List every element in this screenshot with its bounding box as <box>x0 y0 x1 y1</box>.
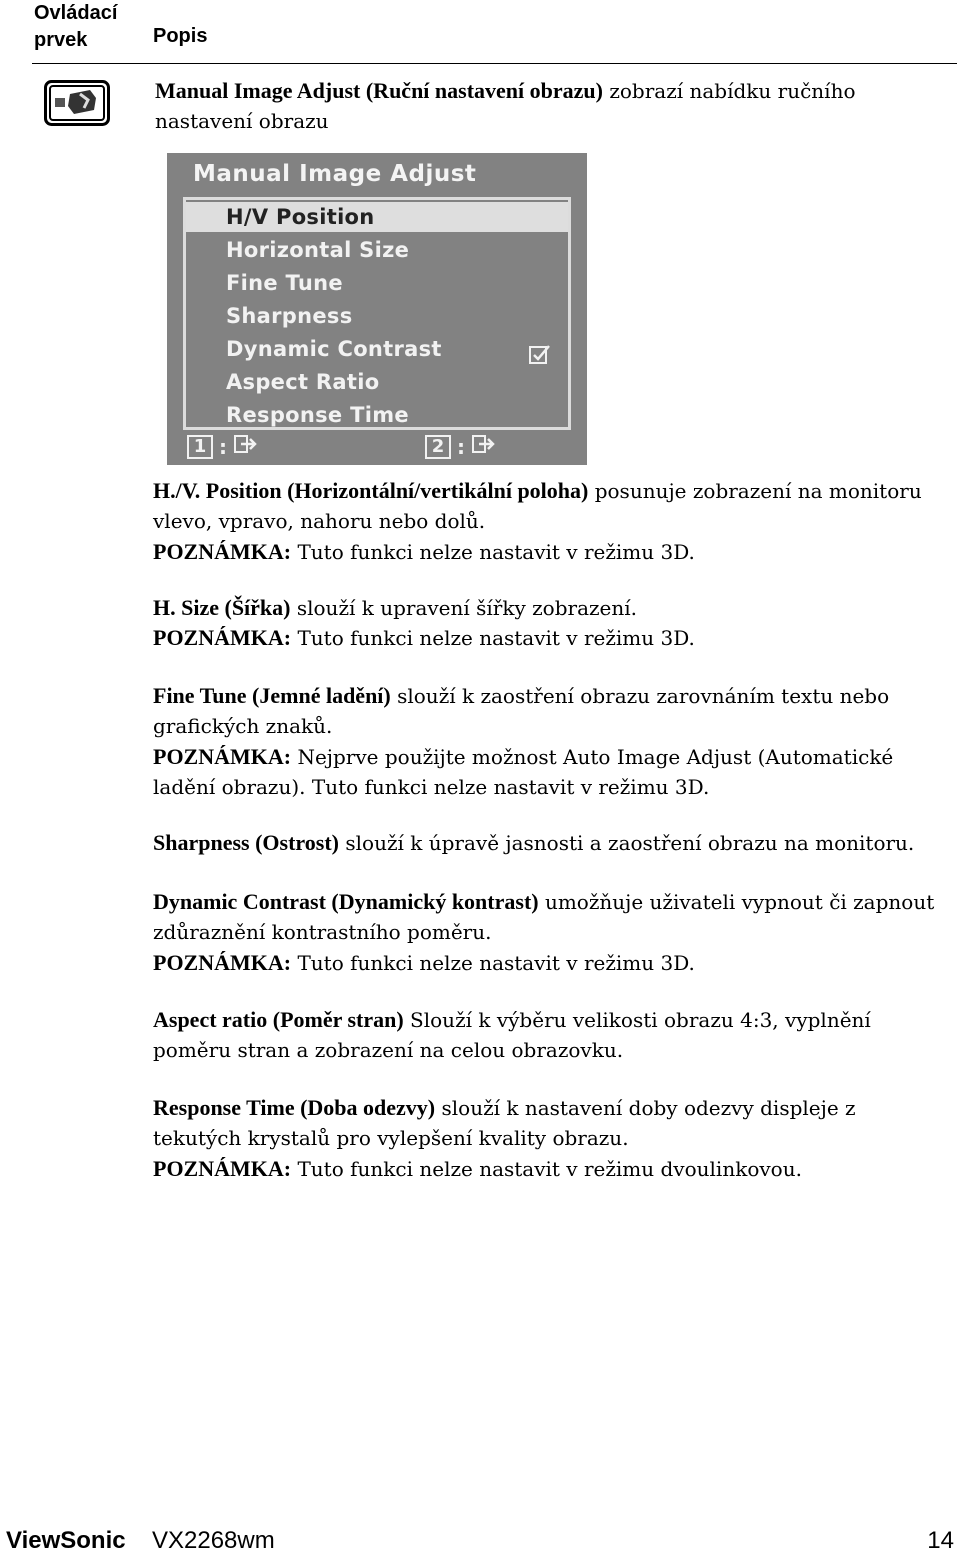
paragraph-fine-tune <box>153 681 943 802</box>
para-bold: Sharpness (Ostrost) <box>153 830 340 855</box>
osd-title: Manual Image Adjust <box>193 161 477 187</box>
note-text: Tuto funkci nelze nastavit v režimu dvoulinkovou. <box>291 1156 802 1181</box>
osd-menu-screenshot <box>167 153 587 465</box>
footer-brand: ViewSonic <box>6 1527 126 1554</box>
note-label: POZNÁMKA: <box>153 949 292 975</box>
para-text: slouží k nastavení doby odezvy displeje z tekutých krystalů pro vylepšení kvality obrazu. <box>153 1096 856 1151</box>
paragraph-h-size <box>153 593 943 654</box>
osd-item-hv-position: H/V Position <box>226 205 375 229</box>
osd-item-aspect-ratio: Aspect Ratio <box>226 370 380 394</box>
osd-item-horizontal-size: Horizontal Size <box>226 238 410 262</box>
footer-model: VX2268wm <box>152 1527 275 1554</box>
para-bold: Dynamic Contrast (Dynamický kontrast) <box>153 889 539 914</box>
intro-paragraph <box>155 76 935 136</box>
key2-label: 2 <box>425 435 451 459</box>
intro-text: zobrazí nabídku ručního nastavení obrazu <box>155 79 856 133</box>
para-bold: Fine Tune (Jemné ladění) <box>153 683 391 708</box>
para-text: slouží k úpravě jasnosti a zaostření obrazu na monitoru. <box>339 831 915 855</box>
osd-key1-hint <box>187 433 259 461</box>
para-text: Slouží k výběru velikosti obrazu 4:3, vyplnění poměru stran a zobrazení na celou obrazovku. <box>153 1008 871 1063</box>
key1-label: 1 <box>187 435 213 459</box>
paragraph-aspect-ratio <box>153 1005 943 1066</box>
note-label: POZNÁMKA: <box>153 538 292 564</box>
note-label: POZNÁMKA: <box>153 625 292 651</box>
paragraph-response-time <box>153 1093 943 1184</box>
key1-colon: : <box>219 435 227 459</box>
osd-menu-list <box>183 197 571 430</box>
note-label: POZNÁMKA: <box>153 1155 292 1181</box>
note-text: Tuto funkci nelze nastavit v režimu 3D. <box>291 626 695 651</box>
column-header-description: Popis <box>153 25 208 47</box>
osd-item-response-time: Response Time <box>226 403 409 427</box>
intro-bold: Manual Image Adjust (Ruční nastavení obrazu) <box>155 78 603 103</box>
para-text: slouží k upravení šířky zobrazení. <box>290 596 638 620</box>
paragraph-dynamic-contrast <box>153 887 943 978</box>
osd-key2-hint <box>425 433 497 461</box>
manual-image-adjust-icon <box>44 80 110 126</box>
enter-arrow-icon <box>233 434 259 461</box>
note-text: Tuto funkci nelze nastavit v režimu 3D. <box>291 950 695 975</box>
note-text: Tuto funkci nelze nastavit v režimu 3D. <box>291 539 695 564</box>
note-text: Nejprve použijte možnost Auto Image Adjust (Automatické ladění obrazu). Tuto funkci nelze nastavit v režimu 3D. <box>153 744 894 799</box>
checkbox-checked-icon <box>529 344 551 369</box>
para-text: umožňuje uživateli vypnout či zapnout zdůraznění kontrastního poměru. <box>153 890 935 945</box>
page-number: 14 <box>927 1527 954 1554</box>
key2-colon: : <box>457 435 465 459</box>
header-divider <box>32 63 957 64</box>
enter-arrow-icon <box>471 434 497 461</box>
note-label: POZNÁMKA: <box>153 743 292 769</box>
para-bold: Response Time (Doba odezvy) <box>153 1095 436 1120</box>
para-bold: Aspect ratio (Poměr stran) <box>153 1007 404 1032</box>
paragraph-sharpness <box>153 828 943 858</box>
para-text: slouží k zaostření obrazu zarovnáním textu nebo grafických znaků. <box>153 684 890 739</box>
paragraph-hv-position <box>153 476 943 567</box>
osd-item-sharpness: Sharpness <box>226 304 353 328</box>
osd-item-fine-tune: Fine Tune <box>226 271 343 295</box>
osd-item-dynamic-contrast: Dynamic Contrast <box>226 337 442 361</box>
para-bold: H./V. Position (Horizontální/vertikální poloha) <box>153 478 589 503</box>
column-header-control: Ovládací prvek <box>34 2 118 51</box>
para-text: posunuje zobrazení na monitoru vlevo, vpravo, nahoru nebo dolů. <box>153 479 922 534</box>
para-bold: H. Size (Šířka) <box>153 595 291 620</box>
